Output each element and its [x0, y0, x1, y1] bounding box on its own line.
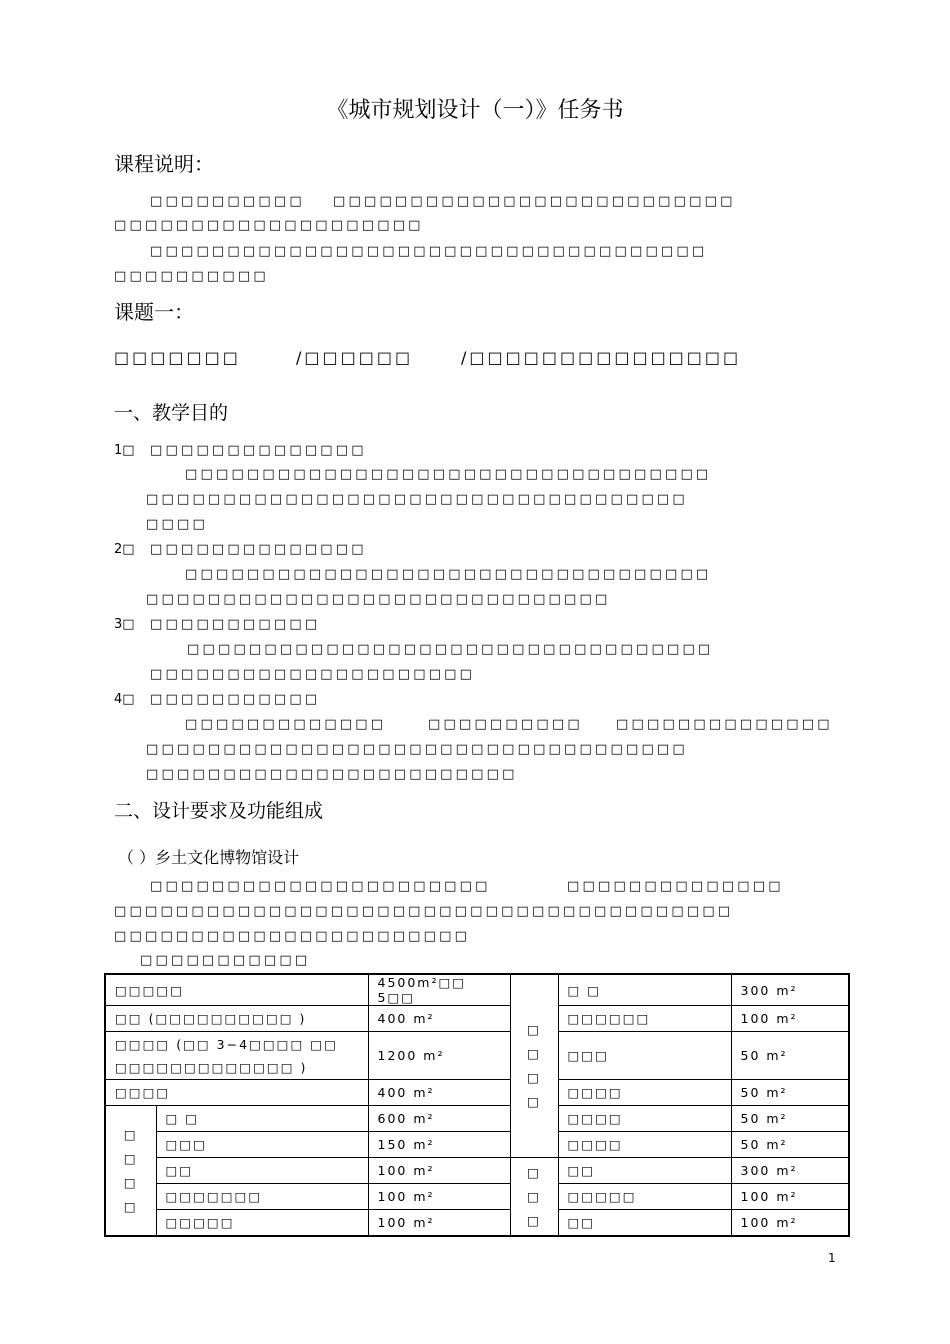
table-cell: □□ — [558, 1158, 731, 1184]
table-cell: 50 m² — [731, 1106, 849, 1132]
table-cell: 400 m² — [368, 1006, 510, 1032]
goal-4-line1-b: □□□□□□□□□□ — [428, 717, 583, 732]
course-para2-b: □□□□□□□□□□ — [114, 269, 269, 284]
table-cell: 300 m² — [731, 974, 849, 1006]
document-title: 《城市规划设计（一）》任务书 — [326, 98, 624, 123]
table-row — [105, 1132, 849, 1158]
table-cell: □□□□□ — [558, 1184, 731, 1210]
museum-para-e: □□□□□□□□□□□ — [140, 953, 311, 968]
course-para1-c: □□□□□□□□□□□□□□□□□□□□ — [114, 218, 424, 233]
topic-heading: 课题一： — [114, 300, 194, 324]
table-group-label: □□□□ — [510, 974, 558, 1158]
museum-para-b: □□□□□□□□□□□□□□ — [567, 879, 784, 894]
table-cell: □□□ — [558, 1032, 731, 1080]
museum-para-c: □□□□□□□□□□□□□□□□□□□□□□□□□□□□□□□□□□□□□□□□ — [114, 904, 734, 919]
topic-part2: /□□□□□□ — [296, 348, 414, 367]
table-cell: 1200 m² — [368, 1032, 510, 1080]
goal-1-line1: □□□□□□□□□□□□□□□□□□□□□□□□□□□□□□□□□□ — [185, 467, 712, 482]
goal-3-num: 3□ — [114, 617, 135, 632]
course-para1-b: □□□□□□□□□□□□□□□□□□□□□□□□□□ — [333, 194, 736, 209]
goal-1-title: □□□□□□□□□□□□□□ — [150, 443, 367, 458]
goal-4-line3: □□□□□□□□□□□□□□□□□□□□□□□□ — [146, 767, 518, 782]
museum-para-a: □□□□□□□□□□□□□□□□□□□□□□ — [150, 879, 491, 894]
table-cell: 100 m² — [368, 1184, 510, 1210]
goal-4-title: □□□□□□□□□□□ — [150, 692, 321, 707]
goal-3-title: □□□□□□□□□□□ — [150, 617, 321, 632]
table-cell: □□□ — [156, 1132, 368, 1158]
table-cell: 100 m² — [368, 1210, 510, 1237]
table-row — [105, 1106, 849, 1132]
table-group-label: □□□ — [510, 1158, 558, 1237]
table-cell: □□□□□□□ — [156, 1184, 368, 1210]
table-cell: □□□□ — [558, 1080, 731, 1106]
table-cell — [105, 1032, 368, 1080]
table-row — [105, 1210, 849, 1237]
table-cell: □□□□□ — [156, 1210, 368, 1237]
museum-heading: （ ）乡土文化博物馆设计 — [118, 848, 300, 867]
table-cell: □□□□ — [558, 1106, 731, 1132]
goal-1-num: 1□ — [114, 443, 135, 458]
goal-3-line2: □□□□□□□□□□□□□□□□□□□□□ — [150, 667, 476, 682]
table-cell: □□□□ — [105, 1080, 368, 1106]
goal-2-num: 2□ — [114, 542, 135, 557]
table-row — [105, 1032, 849, 1080]
table-cell: □□□□ — [558, 1132, 731, 1158]
table-cell: 100 m² — [731, 1184, 849, 1210]
table-cell: 4500m²□□ 5□□ — [368, 974, 510, 1006]
goal-2-line1: □□□□□□□□□□□□□□□□□□□□□□□□□□□□□□□□□□ — [185, 567, 712, 582]
table-cell: 50 m² — [731, 1132, 849, 1158]
table-row — [105, 974, 849, 1006]
goal-1-line2: □□□□□□□□□□□□□□□□□□□□□□□□□□□□□□□□□□□ — [146, 492, 688, 507]
course-para2-a: □□□□□□□□□□□□□□□□□□□□□□□□□□□□□□□□□□□□ — [150, 244, 708, 259]
table-cell: 150 m² — [368, 1132, 510, 1158]
table-cell: □□ — [156, 1158, 368, 1184]
goal-4-num: 4□ — [114, 692, 135, 707]
table-cell: □□ (□□□□□□□□□□ ) — [105, 1006, 368, 1032]
page-number: 1 — [828, 1251, 836, 1265]
space-program-table — [104, 973, 850, 1237]
goal-3-line1: □□□□□□□□□□□□□□□□□□□□□□□□□□□□□□□□□□ — [187, 642, 714, 657]
table-cell: □□□□□ — [105, 974, 368, 1006]
section2-heading: 二、设计要求及功能组成 — [114, 800, 324, 822]
table-cell: 100 m² — [731, 1006, 849, 1032]
table-cell: 300 m² — [731, 1158, 849, 1184]
table-cell: 50 m² — [731, 1032, 849, 1080]
goal-4-line1-a: □□□□□□□□□□□□□ — [185, 717, 387, 732]
section1-heading: 一、教学目的 — [114, 402, 229, 424]
topic-part1: □□□□□□□ — [114, 348, 241, 367]
goal-4-line2: □□□□□□□□□□□□□□□□□□□□□□□□□□□□□□□□□□□ — [146, 742, 688, 757]
topic-part3: /□□□□□□□□□□□□□□□ — [461, 348, 742, 367]
course-heading: 课程说明： — [114, 152, 214, 176]
table-cell-line: □□□□□□□□□□□□□ ) — [115, 1059, 308, 1075]
table-group-label: □□□□ — [105, 1106, 156, 1237]
museum-para-d: □□□□□□□□□□□□□□□□□□□□□□□ — [114, 929, 471, 944]
goal-4-line1-c: □□□□□□□□□□□□□□ — [616, 717, 833, 732]
table-row — [105, 1184, 849, 1210]
table-row — [105, 1080, 849, 1106]
table-cell: 600 m² — [368, 1106, 510, 1132]
goal-1-line3: □□□□ — [146, 517, 208, 532]
table-cell: □ □ — [558, 974, 731, 1006]
table-row — [105, 1006, 849, 1032]
course-para1-a: □□□□□□□□□□ — [150, 194, 305, 209]
table-cell-line: □□□□ (□□ 3−4□□□□ □□ — [115, 1036, 338, 1052]
table-cell: 400 m² — [368, 1080, 510, 1106]
table-cell: □ □ — [156, 1106, 368, 1132]
table-cell: 100 m² — [731, 1210, 849, 1237]
table-cell: □□ — [558, 1210, 731, 1237]
goal-2-line2: □□□□□□□□□□□□□□□□□□□□□□□□□□□□□□ — [146, 592, 611, 607]
table-cell: □□□□□□ — [558, 1006, 731, 1032]
table-cell: 50 m² — [731, 1080, 849, 1106]
goal-2-title: □□□□□□□□□□□□□□ — [150, 542, 367, 557]
table-row — [105, 1158, 849, 1184]
table-cell: 100 m² — [368, 1158, 510, 1184]
